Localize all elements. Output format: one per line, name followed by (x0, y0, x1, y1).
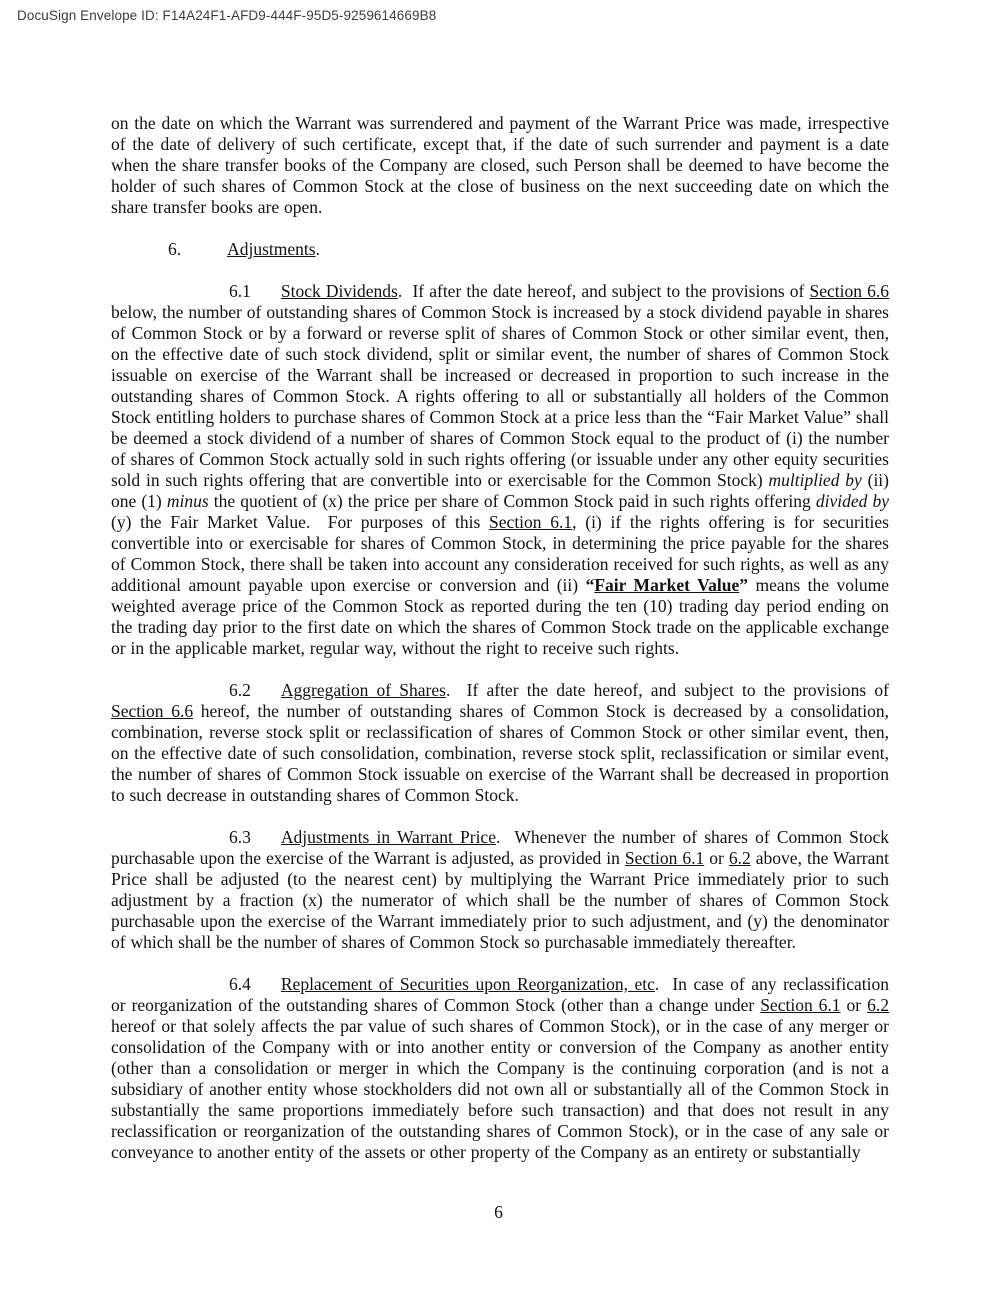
page-number: 6 (494, 1202, 503, 1222)
paragraph-6-1-stock-dividends: 6.1 Stock Dividends. If after the date hereof, and subject to the provisions of Section 6.6 below, the number of outstanding shares of Common Stock is increased by a stock dividend payable in shares of Common Stock or by a forward or reverse split of shares of Common Stock or other similar event, then, on the effective date of such stock dividend, split or similar event, the number of shares of Common Stock issuable on exercise of the Warrant shall be increased or decreased in proportion to such increase in the outstanding shares of Common Stock. A rights offering to all or substantially all holders of the Common Stock entitling holders to purchase shares of Common Stock at a price less than the “Fair Market Value” shall be deemed a stock dividend of a number of shares of Common Stock equal to the product of (i) the number of shares of Common Stock actually sold in such rights offering (or issuable under any other equity securities sold in such rights offering that are convertible into or exercisable for the Common Stock) multiplied by (ii) one (1) minus the quotient of (x) the price per share of Common Stock paid in such rights offering divided by (y) the Fair Market Value. For purposes of this Section 6.1, (i) if the rights offering is for securities convertible into or exercisable for shares of Common Stock, in determining the price payable for the shares of Common Stock, there shall be taken into account any consideration received for such rights, as well as any additional amount payable upon exercise or conversion and (ii) “Fair Market Value” means the volume weighted average price of the Common Stock as reported during the ten (10) trading day period ending on the trading day prior to the first date on which the shares of Common Stock trade on the applicable exchange or in the applicable market, regular way, without the right to receive such rights. (111, 281, 890, 658)
heading-section-6-adjustments: 6. Adjustments. (168, 239, 320, 259)
docusign-envelope-id: DocuSign Envelope ID: F14A24F1-AFD9-444F-95D5-9259614669B8 (17, 8, 437, 23)
paragraph-6-2-aggregation-of-shares: 6.2 Aggregation of Shares. If after the date hereof, and subject to the provisions of Section 6.6 hereof, the number of outstanding shares of Common Stock is decreased by a consolidation, combination, reverse stock split or reclassification of shares of Common Stock or other similar event, then, on the effective date of such consolidation, combination, reverse stock split, reclassification or similar event, the number of shares of Common Stock issuable on exercise of the Warrant shall be decreased in proportion to such decrease in outstanding shares of Common Stock. (111, 680, 889, 805)
paragraph-intro: on the date on which the Warrant was surrendered and payment of the Warrant Price was made, irrespective of the date of delivery of such certificate, except that, if the date of such surrender and payment is a date when the share transfer books of the Company are closed, such Person shall be deemed to have become the holder of such shares of Common Stock at the close of business on the next succeeding date on which the share transfer books are open. (111, 113, 889, 217)
paragraph-6-4-replacement-of-securities: 6.4 Replacement of Securities upon Reorganization, etc. In case of any reclassification or reorganization of the outstanding shares of Common Stock (other than a change under Section 6.1 or 6.2 hereof or that solely affects the par value of such shares of Common Stock), or in the case of any merger or consolidation of the Company with or into another entity or conversion of the Company as another entity (other than a consolidation or merger in which the Company is the continuing corporation (and is not a subsidiary of another entity whose stockholders did not own all or substantially all of the Common Stock in substantially the same proportions immediately before such transaction) and that does not result in any reclassification or reorganization of the outstanding shares of Common Stock), or in the case of any sale or conveyance to another entity of the assets or other property of the Company as an entirety or substantially (111, 974, 889, 1162)
paragraph-6-3-adjustments-in-warrant-price: 6.3 Adjustments in Warrant Price. Whenever the number of shares of Common Stock purchasable upon the exercise of the Warrant is adjusted, as provided in Section 6.1 or 6.2 above, the Warrant Price shall be adjusted (to the nearest cent) by multiplying the Warrant Price immediately prior to such adjustment by a fraction (x) the numerator of which shall be the number of shares of Common Stock purchasable upon the exercise of the Warrant immediately prior to such adjustment, and (y) the denominator of which shall be the number of shares of Common Stock so purchasable immediately thereafter. (111, 827, 889, 952)
document-content (111, 113, 889, 1184)
